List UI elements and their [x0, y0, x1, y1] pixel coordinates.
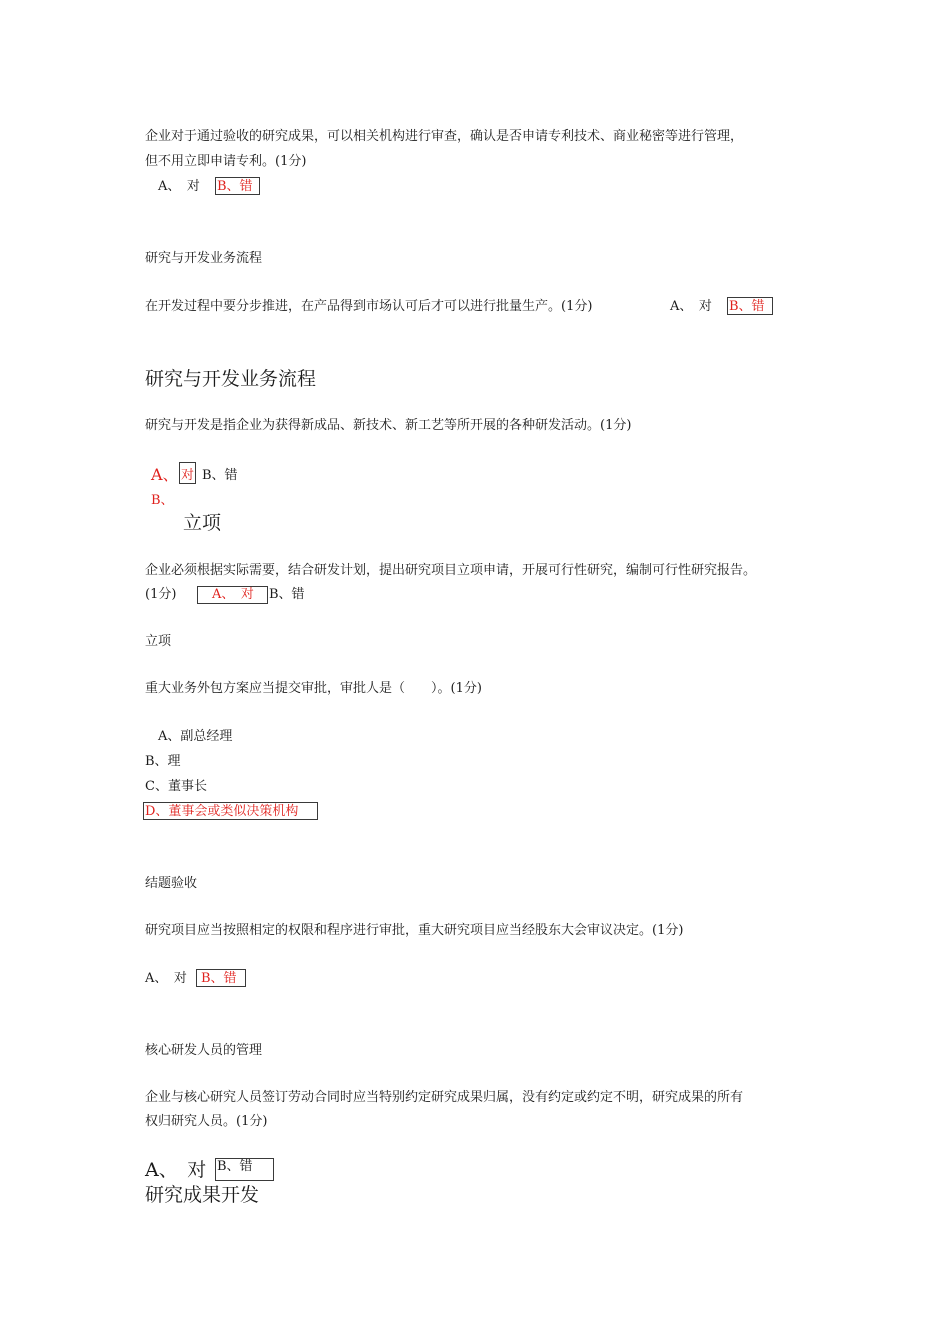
- q2-text: 在开发过程中要分步推进，在产品得到市场认可后才可以进行批量生产。(1分): [145, 299, 593, 314]
- section-heading-results-development: 研究成果开发: [145, 1184, 260, 1206]
- q3-option-a-prefix: A、: [151, 465, 179, 484]
- section-heading-project-approval-small: 立项: [145, 634, 172, 649]
- q4-option-b[interactable]: B、错: [269, 587, 305, 602]
- q7-option-b[interactable]: B、错: [217, 1159, 253, 1174]
- q6-text: 研究项目应当按照相定的权限和程序进行审批，重大研究项目应当经股东大会审议决定。(1分): [145, 923, 684, 938]
- q5-option-c[interactable]: C、董事长: [145, 779, 207, 794]
- section-heading-core-staff: 核心研发人员的管理: [145, 1043, 263, 1058]
- section-heading-rd-process: 研究与开发业务流程: [145, 251, 263, 266]
- q7-text-line2: 权归研究人员。(1分): [145, 1114, 268, 1129]
- q5-option-d[interactable]: D、董事会或类似决策机构: [145, 804, 299, 819]
- q6-option-b[interactable]: B、错: [201, 971, 237, 986]
- q6-option-a[interactable]: A、 对: [145, 971, 187, 986]
- q5-option-a[interactable]: A、副总经理: [158, 729, 233, 744]
- q4-text-line1: 企业必须根据实际需要，结合研发计划，提出研究项目立项申请，开展可行性研究，编制可行性研究报告。: [145, 563, 757, 578]
- q1-text-line1: 企业对于通过验收的研究成果，可以相关机构进行审查，确认是否申请专利技术、商业秘密等进行管理，: [145, 129, 744, 144]
- q1-text-line2: 但不用立即申请专利。(1分): [145, 154, 307, 169]
- q7-text-line1: 企业与核心研究人员签订劳动合同时应当特别约定研究成果归属，没有约定或约定不明，研究成果的所有: [145, 1090, 744, 1105]
- q7-option-a[interactable]: A、 对: [145, 1159, 207, 1181]
- q3-extra-b: B、: [151, 493, 174, 508]
- section-heading-rd-process-large: 研究与开发业务流程: [145, 368, 317, 390]
- q4-option-a[interactable]: A、 对: [212, 587, 254, 602]
- q2-option-b[interactable]: B、错: [729, 299, 765, 314]
- q4-score: (1分): [145, 587, 177, 602]
- q1-option-b[interactable]: B、错: [217, 179, 253, 194]
- section-heading-project-acceptance: 结题验收: [145, 876, 198, 891]
- section-heading-project-approval: 立项: [183, 512, 222, 534]
- q3-text: 研究与开发是指企业为获得新成品、新技术、新工艺等所开展的各种研发活动。(1分): [145, 418, 632, 433]
- q3-option-b[interactable]: B、错: [202, 468, 238, 483]
- q5-text: 重大业务外包方案应当提交审批，审批人是（ ）。(1分): [145, 681, 482, 696]
- q2-option-a[interactable]: A、 对: [670, 299, 712, 314]
- q1-option-a[interactable]: A、 对: [158, 179, 200, 194]
- q3-option-a[interactable]: 对: [181, 468, 195, 483]
- q5-option-b[interactable]: B、理: [145, 754, 181, 769]
